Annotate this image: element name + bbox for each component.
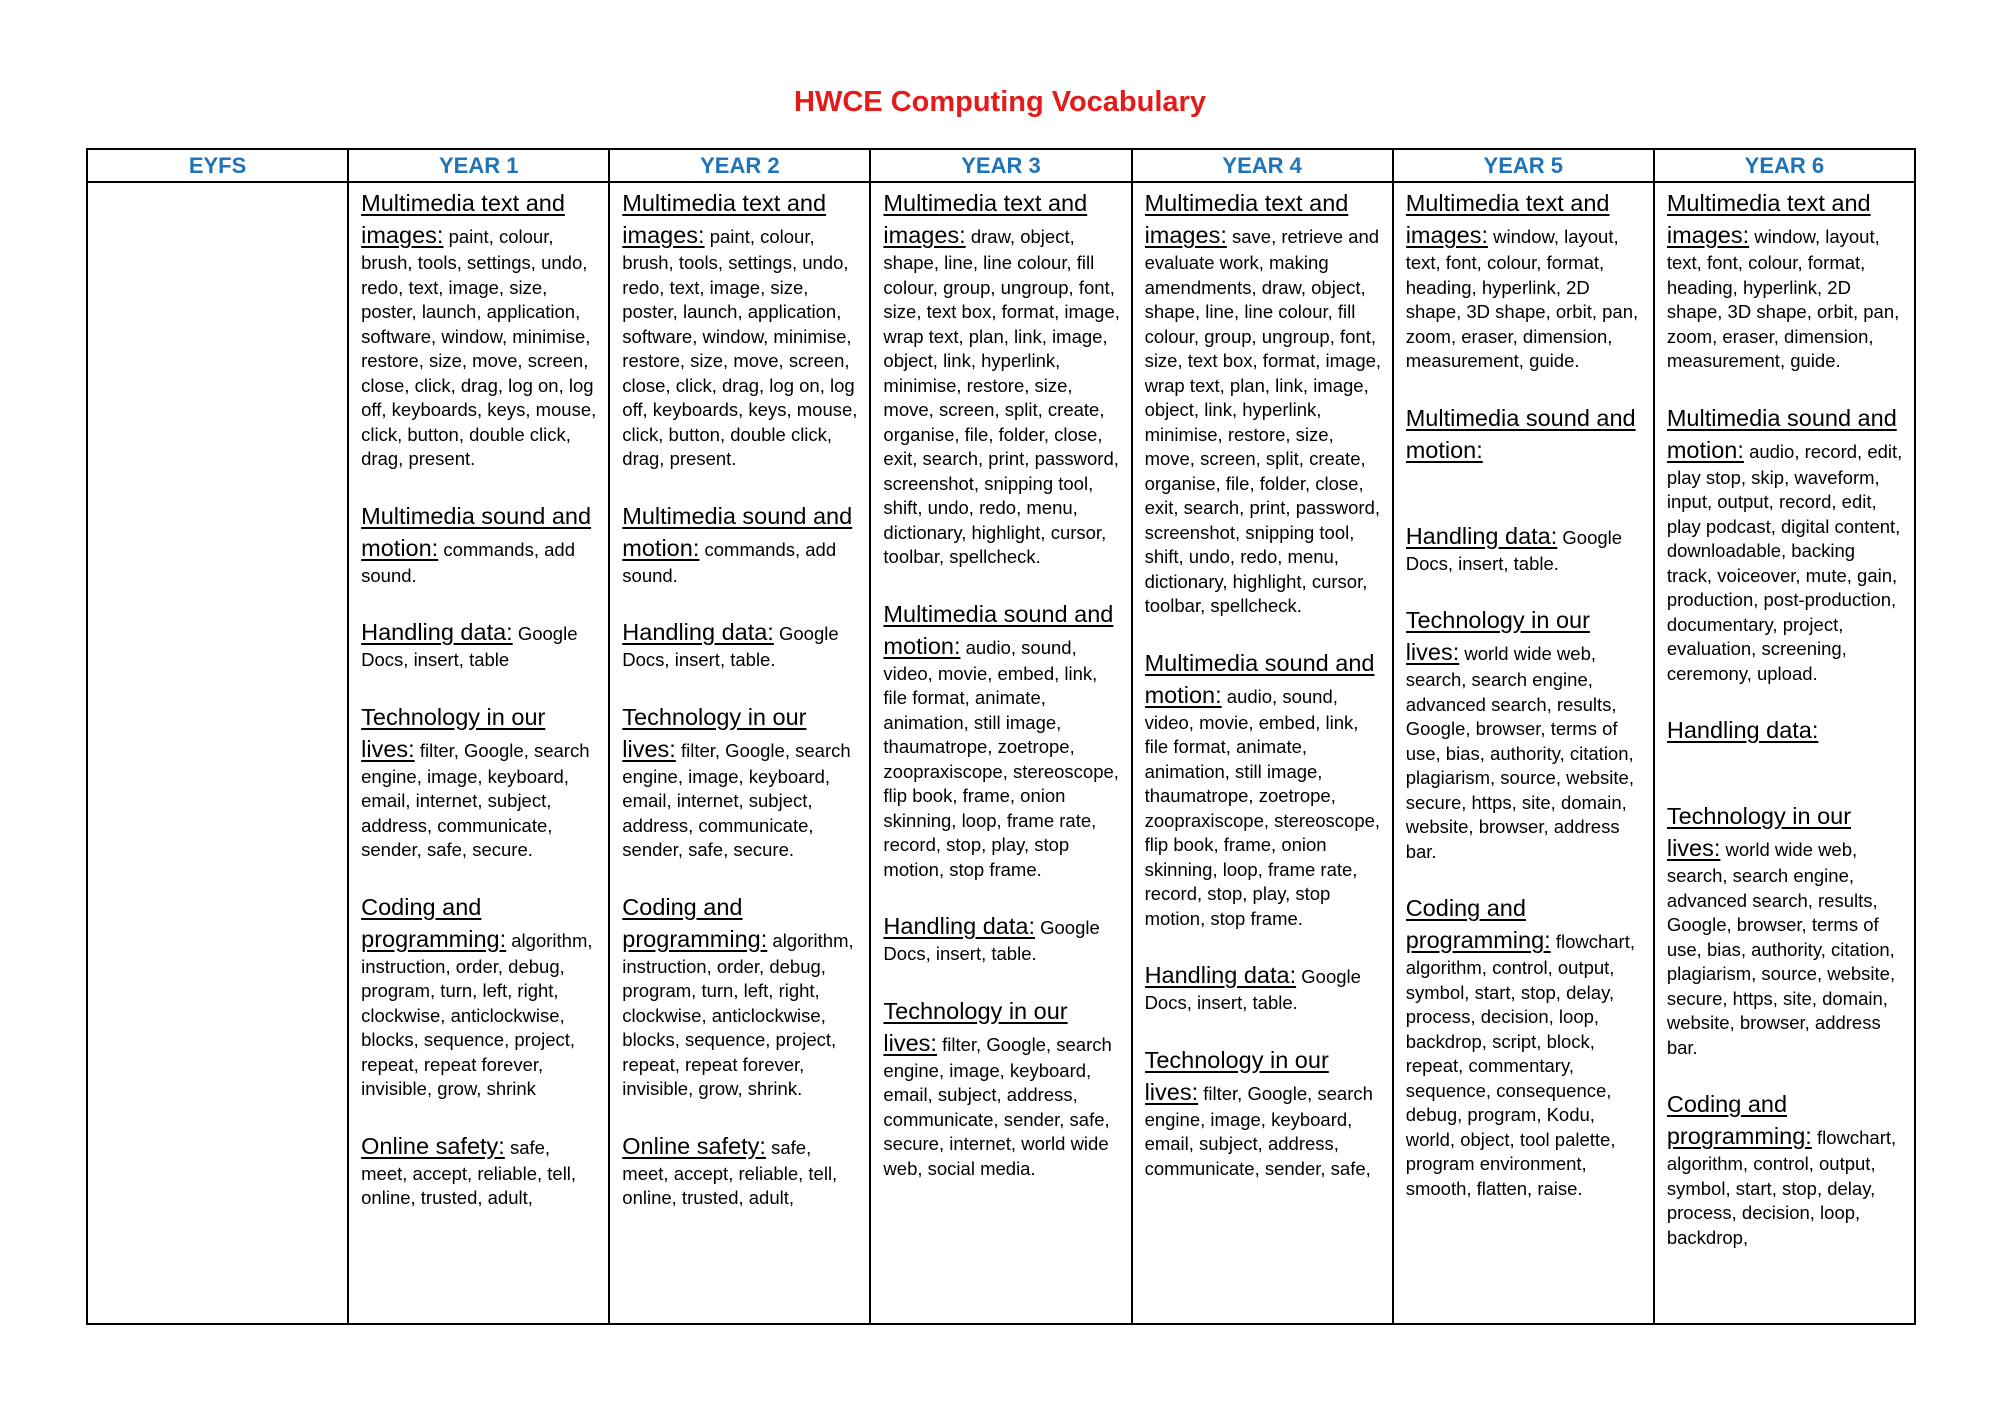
section-text: [1667, 800, 1904, 1060]
section-heading: Coding and programming:: [622, 893, 768, 952]
vocab-section: [1667, 1088, 1904, 1250]
section-heading: Multimedia sound and motion:: [1144, 649, 1375, 708]
column-header-eyfs: EYFS: [87, 149, 348, 182]
vocab-section: [1406, 187, 1643, 374]
column-header-year-3: YEAR 3: [870, 149, 1131, 182]
vocab-section: [1406, 520, 1643, 577]
vocab-section: [1667, 714, 1904, 746]
section-heading: Multimedia sound and motion:: [361, 502, 592, 561]
section-heading: Handling data:: [883, 913, 1035, 939]
vocab-section: [1406, 604, 1643, 864]
section-heading: Online safety:: [361, 1132, 505, 1159]
column-header-year-4: YEAR 4: [1132, 149, 1393, 182]
section-text: [883, 187, 1120, 570]
section-text: [361, 187, 598, 472]
section-heading: Technology in our lives:: [361, 703, 546, 762]
section-words: audio, sound, video, movie, embed, link, file format, animate, animation, still image, thaumatrope, zoetrope, zoopraxiscope, stereoscope, flip book, frame, onion skinning, loop, frame rate, record, stop, play, stop motion, stop frame.: [1144, 685, 1381, 929]
section-heading: Multimedia text and images:: [1666, 190, 1871, 248]
section-words: world wide web, search, search engine, advanced search, results, Google, browser, terms of use, bias, authority, citation, plagiarism, source, website, secure, https, site, domain, website, browser, address bar.: [1666, 839, 1896, 1058]
section-heading: Multimedia text and images:: [361, 190, 565, 248]
header-row: [87, 149, 1915, 182]
section-words: commands, add sound.: [361, 538, 575, 586]
vocab-section: [361, 1130, 598, 1211]
section-text: [883, 995, 1120, 1182]
section-text: [1406, 520, 1643, 577]
section-words: save, retrieve and evaluate work, making amendments, draw, object, shape, line, line colour, fill colour, group, ungroup, font, size, text box, format, image, wrap text, plan, link, image, object, link, hyperlink, minimise, restore, size, move, screen, split, create, organise, file, folder, close, exit, search, print, password, screenshot, snipping tool, shift, undo, redo, menu, dictionary, highlight, cursor, toolbar, spellcheck.: [1144, 226, 1382, 616]
section-text: [1145, 647, 1382, 932]
section-text: [622, 891, 859, 1102]
vocab-section: [1406, 892, 1643, 1201]
section-words: world wide web, search, search engine, advanced search, results, Google, browser, terms of use, bias, authority, citation, plagiarism, source, website, secure, https, site, domain, website, browser, address bar.: [1405, 643, 1634, 862]
section-words: Google Docs, insert, table: [361, 623, 578, 670]
section-text: [1667, 402, 1904, 687]
vocab-section: [361, 187, 598, 472]
section-heading: Multimedia text and images:: [883, 190, 1088, 248]
section-heading: Multimedia sound and motion:: [1666, 404, 1897, 463]
vocab-section: [1145, 187, 1382, 619]
vocab-section: [883, 598, 1120, 883]
section-heading: Technology in our lives:: [883, 997, 1068, 1056]
section-heading: Technology in our lives:: [622, 703, 807, 762]
section-heading: Multimedia text and images:: [622, 190, 827, 248]
vocab-section: [622, 701, 859, 863]
section-text: [622, 187, 859, 472]
section-text: [1406, 402, 1643, 466]
vocab-section: [883, 910, 1120, 967]
section-text: [1667, 1088, 1904, 1250]
section-words: filter, Google, search engine, image, keyboard, email, subject, address, communicate, sender, safe, secure, internet, world wide web, social media.: [883, 1033, 1112, 1179]
section-text: [361, 891, 598, 1102]
vocab-section: [1667, 800, 1904, 1060]
vocab-section: [883, 995, 1120, 1182]
section-words: commands, add sound.: [622, 538, 837, 586]
section-text: [883, 598, 1120, 883]
cell-eyfs: [87, 182, 348, 1324]
page-title: HWCE Computing Vocabulary: [794, 86, 1206, 118]
section-words: window, layout, text, font, colour, format, heading, hyperlink, 2D shape, 3D shape, orbit, pan, zoom, eraser, dimension, measurement, guide.: [1666, 226, 1900, 371]
section-text: [622, 500, 859, 589]
vocab-section: [1145, 1044, 1382, 1182]
section-heading: Technology in our lives:: [1666, 803, 1852, 861]
cell-year-2: [609, 182, 870, 1324]
section-words: draw, object, shape, line, line colour, fill colour, group, ungroup, font, size, text box, format, image, wrap text, plan, link, image, object, link, hyperlink, minimise, restore, size, move, screen, split, create, organise, file, folder, close, exit, search, print, password, screenshot, snipping tool, shift, undo, redo, menu, dictionary, highlight, cursor, toolbar, spellcheck.: [883, 226, 1120, 567]
section-heading: Multimedia sound and motion:: [1405, 404, 1636, 463]
vocab-section: [1667, 187, 1904, 374]
section-text: [1406, 187, 1643, 374]
section-heading: Technology in our lives:: [1405, 607, 1590, 665]
section-words: flowchart, algorithm, control, output, symbol, start, stop, delay, process, decision, loop, backdrop, script, block, repeat, commentary, sequence, consequence, debug, program, Kodu, world, object, tool palette, program environment, smooth, flatten, raise.: [1405, 931, 1635, 1199]
vocabulary-table: [86, 148, 1916, 1325]
section-heading: Handling data:: [361, 619, 513, 645]
section-text: [1145, 187, 1382, 619]
section-heading: Multimedia sound and motion:: [883, 600, 1114, 659]
cell-year-3: [870, 182, 1131, 1324]
section-text: [1667, 187, 1904, 374]
vocab-section: [361, 500, 598, 589]
vocab-section: [1406, 402, 1643, 466]
section-words: filter, Google, search engine, image, keyboard, email, internet, subject, address, communicate, sender, safe, secure.: [361, 739, 590, 860]
section-words: paint, colour, brush, tools, settings, undo, redo, text, image, size, poster, launch, application, software, window, minimise, restore, size, move, screen, close, click, drag, log on, log off, keyboards, keys, mouse, click, button, double click, drag, present.: [361, 226, 597, 469]
vocab-section: [622, 500, 859, 589]
section-text: [622, 701, 859, 863]
section-words: Google Docs, insert, table.: [1144, 966, 1361, 1013]
section-text: [1145, 959, 1382, 1016]
cell-year-6: [1654, 182, 1915, 1324]
section-heading: Multimedia sound and motion:: [622, 502, 853, 561]
section-heading: Handling data:: [622, 619, 774, 645]
section-heading: Handling data:: [1666, 717, 1819, 743]
cell-year-1: [348, 182, 609, 1324]
section-words: flowchart, algorithm, control, output, symbol, start, stop, delay, process, decision, loop, backdrop,: [1666, 1127, 1897, 1248]
section-text: [361, 1130, 598, 1211]
vocab-section: [1145, 959, 1382, 1016]
section-words: window, layout, text, font, colour, format, heading, hyperlink, 2D shape, 3D shape, orbit, pan, zoom, eraser, dimension, measurement, guide.: [1405, 226, 1639, 371]
section-words: audio, sound, video, movie, embed, link, file format, animate, animation, still image, thaumatrope, zoetrope, zoopraxiscope, stereoscope, flip book, frame, onion skinning, loop, frame rate, record, stop, play, stop motion, stop frame.: [883, 636, 1119, 880]
section-text: [883, 910, 1120, 967]
vocab-section: [361, 701, 598, 863]
column-header-year-1: YEAR 1: [348, 149, 609, 182]
section-heading: Coding and programming:: [1405, 895, 1551, 953]
column-header-year-6: YEAR 6: [1654, 149, 1915, 182]
section-words: Google Docs, insert, table.: [1405, 526, 1623, 574]
vocab-section: [361, 616, 598, 673]
section-text: [1406, 604, 1643, 864]
section-words: filter, Google, search engine, image, keyboard, email, internet, subject, address, communicate, sender, safe, secure.: [622, 739, 851, 860]
section-text: [361, 616, 598, 673]
section-text: [361, 701, 598, 863]
cell-year-4: [1132, 182, 1393, 1324]
vocab-section: [622, 891, 859, 1102]
section-words: algorithm, instruction, order, debug, program, turn, left, right, clockwise, anticlockwise, blocks, sequence, project, repeat, repeat forever, invisible, grow, shrink: [361, 929, 593, 1099]
section-heading: Online safety:: [622, 1132, 766, 1159]
column-header-year-5: YEAR 5: [1393, 149, 1654, 182]
section-words: paint, colour, brush, tools, settings, undo, redo, text, image, size, poster, launch, application, software, window, minimise, restore, size, move, screen, close, click, drag, log on, log off, keyboards, keys, mouse, click, button, double click, drag, present.: [622, 226, 858, 469]
section-words: Google Docs, insert, table.: [883, 917, 1100, 964]
section-heading: Technology in our lives:: [1144, 1046, 1329, 1105]
vocab-section: [1145, 647, 1382, 932]
section-text: [1145, 1044, 1382, 1182]
section-words: Google Docs, insert, table.: [622, 623, 839, 670]
vocab-section: [361, 891, 598, 1102]
section-text: [622, 616, 859, 673]
section-words: audio, record, edit, play stop, skip, waveform, input, output, record, edit, play podcast, digital content, downloadable, backing track, voiceover, mute, gain, production, post-production, documentary, project, evaluation, screening, ceremony, upload.: [1666, 440, 1903, 684]
section-heading: Coding and programming:: [1666, 1091, 1812, 1149]
section-text: [622, 1130, 859, 1211]
section-words: safe, meet, accept, reliable, tell, online, trusted, adult,: [361, 1136, 577, 1208]
section-words: algorithm, instruction, order, debug, program, turn, left, right, clockwise, anticlockwise, blocks, sequence, project, repeat, repeat forever, invisible, grow, shrink.: [622, 929, 854, 1099]
section-heading: Coding and programming:: [361, 893, 507, 952]
section-words: filter, Google, search engine, image, keyboard, email, subject, address, communicate, sender, safe,: [1144, 1082, 1373, 1179]
column-header-year-2: YEAR 2: [609, 149, 870, 182]
section-text: [361, 500, 598, 589]
section-text: [1406, 892, 1643, 1201]
content-row: [87, 182, 1915, 1324]
section-heading: Handling data:: [1144, 962, 1297, 988]
vocab-section: [1667, 402, 1904, 687]
section-heading: Multimedia text and images:: [1405, 190, 1610, 248]
vocab-section: [622, 616, 859, 673]
vocab-section: [622, 1130, 859, 1211]
section-words: safe, meet, accept, reliable, tell, online, trusted, adult,: [622, 1136, 838, 1208]
cell-year-5: [1393, 182, 1654, 1324]
section-heading: Multimedia text and images:: [1144, 190, 1349, 248]
section-text: [1667, 714, 1904, 746]
vocab-section: [883, 187, 1120, 570]
section-heading: Handling data:: [1405, 522, 1558, 549]
vocab-section: [622, 187, 859, 472]
